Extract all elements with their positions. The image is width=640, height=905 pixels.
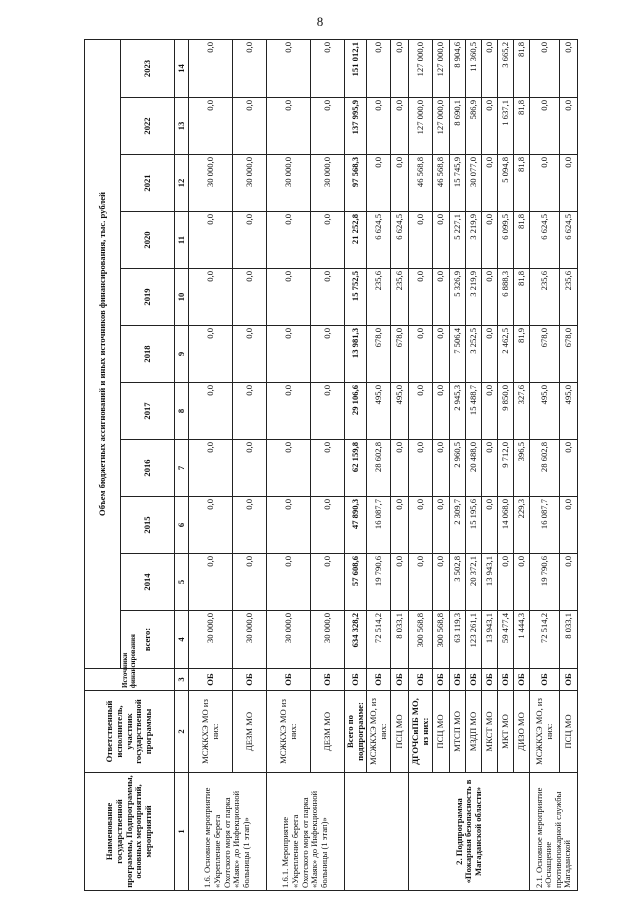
row-value-cell: 678,0 [530,326,560,383]
row-value-cell: 30 000,0 [233,155,267,212]
column-index: 4 [175,611,189,669]
row-value-cell: 0,0 [267,497,311,554]
row-value-cell: 72 514,2 [367,611,391,669]
row-value-cell: 495,0 [560,383,578,440]
row-value-cell: 0,0 [267,98,311,155]
table-row [482,40,498,891]
row-value-cell: 19 790,6 [367,554,391,611]
row-name-cell: 1.6.1. Мероприятие «Укрепление берега Охотского моря от парка «Маяк» до Инфекционной больницы (1 этап)» [267,773,345,891]
row-source-cell: ОБ [391,669,409,691]
row-value-cell: 495,0 [530,383,560,440]
row-value-cell: 46 568,8 [433,155,450,212]
row-value-cell: 0,0 [311,554,345,611]
row-value-cell: 235,6 [367,269,391,326]
row-source-cell: ОБ [466,669,482,691]
row-value-cell: 5 227,1 [450,212,466,269]
row-responsible-cell: Всего по подпрограмме: [345,691,367,773]
row-value-cell: 6 624,5 [391,212,409,269]
row-value-cell: 0,0 [233,554,267,611]
row-value-cell: 81,8 [514,40,530,98]
row-value-cell: 8 033,1 [391,611,409,669]
row-value-cell: 30 000,0 [311,611,345,669]
row-value-cell: 0,0 [560,155,578,212]
row-responsible-cell: ПСЦ МО [433,691,450,773]
row-responsible-cell: МСЖКХЭ МО, из них: [530,691,560,773]
row-value-cell: 0,0 [367,40,391,98]
row-value-cell: 0,0 [482,98,498,155]
year-header-2015: 2015 [121,497,175,554]
row-value-cell: 5 094,8 [498,155,514,212]
row-value-cell: 0,0 [560,40,578,98]
column-index: 8 [175,383,189,440]
row-source-cell: ОБ [267,669,311,691]
row-value-cell: 0,0 [433,554,450,611]
row-value-cell: 20 372,1 [466,554,482,611]
table-row [267,40,311,891]
row-source-cell: ОБ [514,669,530,691]
row-value-cell: 0,0 [311,269,345,326]
row-value-cell: 678,0 [391,326,409,383]
row-value-cell: 11 360,5 [466,40,482,98]
row-value-cell: 0,0 [267,269,311,326]
year-header-2019: 2019 [121,269,175,326]
row-value-cell: 0,0 [233,212,267,269]
row-value-cell: 0,0 [514,554,530,611]
row-value-cell: 0,0 [409,212,433,269]
row-value-cell: 3 665,2 [498,40,514,98]
row-value-cell: 2 462,5 [498,326,514,383]
row-value-cell: 0,0 [311,383,345,440]
row-value-cell: 16 087,7 [367,497,391,554]
row-value-cell: 8 690,1 [450,98,466,155]
row-value-cell: 0,0 [409,554,433,611]
row-value-cell: 0,0 [311,440,345,497]
row-value-cell: 0,0 [498,554,514,611]
table-body [189,40,578,891]
row-name-cell [345,773,409,891]
row-value-cell: 0,0 [267,383,311,440]
row-value-cell: 0,0 [189,269,233,326]
row-value-cell: 300 568,8 [409,611,433,669]
row-value-cell: 235,6 [560,269,578,326]
row-value-cell: 0,0 [267,40,311,98]
row-source-cell: ОБ [560,669,578,691]
row-value-cell: 0,0 [189,212,233,269]
row-value-cell: 6 624,5 [560,212,578,269]
row-value-cell: 30 000,0 [267,611,311,669]
row-source-cell: ОБ [409,669,433,691]
row-value-cell: 123 261,1 [466,611,482,669]
row-responsible-cell: ПСЦ МО [391,691,409,773]
table-row [514,40,530,891]
row-value-cell: 81,9 [514,326,530,383]
row-value-cell: 0,0 [560,98,578,155]
financing-table [84,39,578,891]
row-value-cell: 229,3 [514,497,530,554]
row-value-cell: 7 506,4 [450,326,466,383]
row-value-cell: 0,0 [391,40,409,98]
row-value-cell: 97 568,3 [345,155,367,212]
col-volume-header: Объем бюджетных ассигнований и иных источников финансирования, тыс. рублей [85,40,121,669]
row-value-cell: 586,9 [466,98,482,155]
index-row [175,40,189,891]
row-value-cell: 127 000,0 [433,40,450,98]
year-header-2014: 2014 [121,554,175,611]
row-responsible-cell: МКСТ МО [482,691,498,773]
row-value-cell: 327,6 [514,383,530,440]
row-value-cell: 5 326,9 [450,269,466,326]
column-index: 11 [175,212,189,269]
row-value-cell: 0,0 [367,98,391,155]
row-value-cell: 151 012,1 [345,40,367,98]
year-header-2017: 2017 [121,383,175,440]
row-value-cell: 127 000,0 [409,98,433,155]
row-responsible-cell: МСЖКХЭ МО из них: [267,691,311,773]
row-value-cell: 0,0 [530,40,560,98]
row-value-cell: 28 602,8 [367,440,391,497]
row-value-cell: 396,5 [514,440,530,497]
row-name-cell: 1.6. Основное мероприятие «Укрепление берега Охотского моря от парка «Маяк» до Инфекционной больницы (1 этап)» [189,773,267,891]
table-row [530,40,560,891]
year-header-2023: 2023 [121,40,175,98]
row-value-cell: 0,0 [391,98,409,155]
row-value-cell: 127 000,0 [433,98,450,155]
row-value-cell: 0,0 [311,497,345,554]
year-header-2021: 2021 [121,155,175,212]
row-name-cell: 2. Подпрограмма «Пожарная безопасность в Магаданской области» [409,773,530,891]
row-value-cell: 63 119,3 [450,611,466,669]
row-value-cell: 46 568,8 [409,155,433,212]
row-value-cell: 3 219,9 [466,212,482,269]
row-value-cell: 0,0 [482,155,498,212]
row-value-cell: 495,0 [367,383,391,440]
row-value-cell: 81,8 [514,269,530,326]
row-value-cell: 47 890,3 [345,497,367,554]
row-value-cell: 21 252,8 [345,212,367,269]
row-value-cell: 0,0 [189,497,233,554]
column-index: 10 [175,269,189,326]
row-value-cell: 0,0 [482,212,498,269]
year-header-2018: 2018 [121,326,175,383]
row-value-cell: 235,6 [391,269,409,326]
row-name-cell: 2.1. Основное мероприятие «Оснащение противопожарной службы Магаданской [530,773,578,891]
row-value-cell: 0,0 [409,326,433,383]
row-source-cell: ОБ [345,669,367,691]
row-source-cell: ОБ [367,669,391,691]
row-value-cell: 0,0 [433,383,450,440]
row-value-cell: 29 106,6 [345,383,367,440]
row-value-cell: 30 000,0 [189,155,233,212]
table-row [367,40,391,891]
row-source-cell: ОБ [498,669,514,691]
row-value-cell: 30 000,0 [233,611,267,669]
row-source-cell: ОБ [189,669,233,691]
row-value-cell: 15 195,6 [466,497,482,554]
table-row [189,40,233,891]
row-value-cell: 0,0 [233,497,267,554]
row-value-cell: 15 745,9 [450,155,466,212]
row-value-cell: 30 077,0 [466,155,482,212]
row-responsible-cell: МСЖКХЭ МО из них: [189,691,233,773]
row-value-cell: 6 624,5 [530,212,560,269]
table-row [498,40,514,891]
row-value-cell: 0,0 [560,554,578,611]
row-value-cell: 0,0 [482,383,498,440]
row-value-cell: 20 488,0 [466,440,482,497]
table-row [433,40,450,891]
row-value-cell: 0,0 [267,440,311,497]
row-value-cell: 62 159,8 [345,440,367,497]
row-value-cell: 6 624,5 [367,212,391,269]
row-value-cell: 0,0 [433,269,450,326]
row-value-cell: 19 790,6 [530,554,560,611]
year-header-2020: 2020 [121,212,175,269]
row-value-cell: 0,0 [391,440,409,497]
column-index: 3 [175,669,189,691]
row-value-cell: 0,0 [560,440,578,497]
row-source-cell: ОБ [233,669,267,691]
row-value-cell: 2 960,5 [450,440,466,497]
row-value-cell: 0,0 [482,269,498,326]
row-value-cell: 0,0 [433,326,450,383]
row-value-cell: 6 888,3 [498,269,514,326]
col-resp-header: Ответственный исполнитель, участник государственной программы [85,691,175,773]
row-value-cell: 0,0 [267,212,311,269]
row-value-cell: 0,0 [530,98,560,155]
row-value-cell: 16 087,7 [530,497,560,554]
row-value-cell: 3 252,5 [466,326,482,383]
row-value-cell: 0,0 [233,383,267,440]
row-responsible-cell: МКТ МО [498,691,514,773]
row-value-cell: 0,0 [409,440,433,497]
row-value-cell: 127 000,0 [409,40,433,98]
row-value-cell: 0,0 [433,497,450,554]
row-value-cell: 13 943,1 [482,554,498,611]
row-value-cell: 14 068,0 [498,497,514,554]
row-value-cell: 0,0 [482,497,498,554]
table-row [311,40,345,891]
row-value-cell: 0,0 [409,383,433,440]
table-row [450,40,466,891]
row-value-cell: 0,0 [311,326,345,383]
row-value-cell: 634 328,2 [345,611,367,669]
table-row [233,40,267,891]
row-value-cell: 0,0 [409,269,433,326]
column-index: 7 [175,440,189,497]
col-total-header: всего: [121,611,175,669]
row-value-cell: 0,0 [189,326,233,383]
row-source-cell: ОБ [433,669,450,691]
row-value-cell: 0,0 [391,497,409,554]
row-source-cell: ОБ [450,669,466,691]
column-index: 6 [175,497,189,554]
index-row-group [175,40,189,891]
row-value-cell: 9 712,0 [498,440,514,497]
row-value-cell: 0,0 [482,40,498,98]
row-value-cell: 0,0 [189,554,233,611]
row-responsible-cell: МСЖКХЭ МО, из них: [367,691,391,773]
row-value-cell: 2 945,3 [450,383,466,440]
year-header-2022: 2022 [121,98,175,155]
row-value-cell: 15 752,5 [345,269,367,326]
row-value-cell: 6 099,5 [498,212,514,269]
column-index: 14 [175,40,189,98]
year-header-2016: 2016 [121,440,175,497]
row-value-cell: 81,8 [514,98,530,155]
row-responsible-cell: ДГОЧСиПБ МО, из них: [409,691,433,773]
row-value-cell: 0,0 [367,155,391,212]
row-source-cell: ОБ [530,669,560,691]
row-value-cell: 0,0 [233,326,267,383]
row-value-cell: 495,0 [391,383,409,440]
row-value-cell: 28 602,8 [530,440,560,497]
row-value-cell: 0,0 [482,440,498,497]
row-value-cell: 0,0 [233,440,267,497]
row-value-cell: 81,8 [514,212,530,269]
row-value-cell: 81,8 [514,155,530,212]
table-row [560,40,578,891]
row-value-cell: 1 637,1 [498,98,514,155]
row-value-cell: 0,0 [391,554,409,611]
row-source-cell: ОБ [482,669,498,691]
row-value-cell: 0,0 [391,155,409,212]
table-header [85,40,175,891]
row-responsible-cell: ДЕЗМ МО [311,691,345,773]
row-responsible-cell: МТСП МО [450,691,466,773]
row-responsible-cell: ПСЦ МО [560,691,578,773]
column-index: 2 [175,691,189,773]
row-value-cell: 0,0 [267,326,311,383]
row-value-cell: 0,0 [433,212,450,269]
column-index: 1 [175,773,189,891]
col-src-header: Источники финансирования [85,669,175,691]
row-value-cell: 13 943,1 [482,611,498,669]
row-value-cell: 59 477,4 [498,611,514,669]
row-responsible-cell: ДИЗО МО [514,691,530,773]
column-index: 12 [175,155,189,212]
row-value-cell: 678,0 [560,326,578,383]
row-value-cell: 15 488,7 [466,383,482,440]
row-value-cell: 0,0 [433,440,450,497]
row-value-cell: 8 904,6 [450,40,466,98]
row-value-cell: 0,0 [189,440,233,497]
column-index: 9 [175,326,189,383]
row-value-cell: 0,0 [233,98,267,155]
row-value-cell: 0,0 [482,326,498,383]
row-value-cell: 3 502,8 [450,554,466,611]
row-value-cell: 30 000,0 [189,611,233,669]
column-index: 13 [175,98,189,155]
row-responsible-cell: ДЕЗМ МО [233,691,267,773]
row-value-cell: 72 514,2 [530,611,560,669]
row-value-cell: 0,0 [267,554,311,611]
row-value-cell: 13 981,3 [345,326,367,383]
row-value-cell: 137 995,9 [345,98,367,155]
row-value-cell: 0,0 [189,40,233,98]
table-row [409,40,433,891]
row-value-cell: 0,0 [189,98,233,155]
row-value-cell: 0,0 [189,383,233,440]
row-value-cell: 57 608,6 [345,554,367,611]
row-value-cell: 235,6 [530,269,560,326]
row-value-cell: 30 000,0 [311,155,345,212]
row-value-cell: 0,0 [233,269,267,326]
row-value-cell: 9 850,0 [498,383,514,440]
table-row [466,40,482,891]
page-number: 8 [316,14,324,29]
table-row [345,40,367,891]
row-value-cell: 0,0 [233,40,267,98]
row-value-cell: 678,0 [367,326,391,383]
row-value-cell: 0,0 [311,40,345,98]
row-value-cell: 0,0 [311,212,345,269]
row-value-cell: 0,0 [409,497,433,554]
row-value-cell: 8 033,1 [560,611,578,669]
row-value-cell: 0,0 [311,98,345,155]
row-value-cell: 3 219,9 [466,269,482,326]
row-value-cell: 0,0 [560,497,578,554]
row-value-cell: 2 309,7 [450,497,466,554]
table-stage [84,39,599,891]
col-name-header: Наименование государственной программы, Подпрограммы, основных мероприятий, мероприятий [85,773,175,891]
row-value-cell: 30 000,0 [267,155,311,212]
row-source-cell: ОБ [311,669,345,691]
row-value-cell: 300 568,8 [433,611,450,669]
table-row [391,40,409,891]
row-value-cell: 0,0 [530,155,560,212]
row-responsible-cell: МЗДП МО [466,691,482,773]
row-value-cell: 1 444,3 [514,611,530,669]
column-index: 5 [175,554,189,611]
